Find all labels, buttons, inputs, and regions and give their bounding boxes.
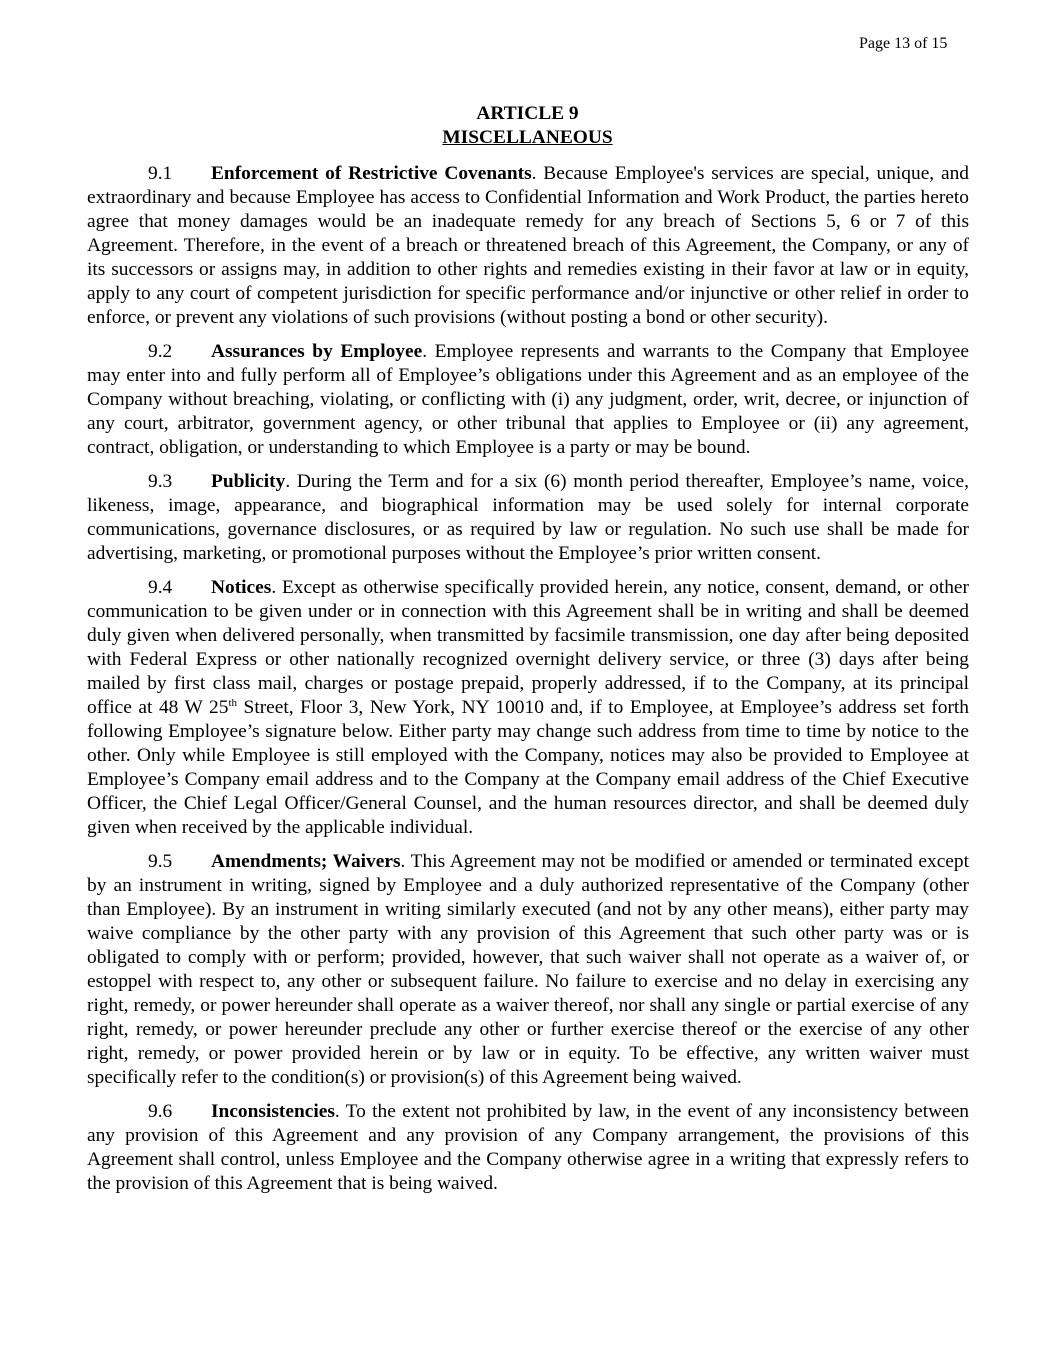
ordinal-superscript: th xyxy=(228,697,237,709)
section-number: 9.2 xyxy=(148,341,173,362)
section-9-2 xyxy=(87,340,969,460)
section-9-4 xyxy=(87,576,969,840)
section-title: Notices xyxy=(211,577,272,598)
section-text: . During the Term and for a six (6) month period thereafter, Employee’s name, voice, likeness, image, appearance, and biographical information may be used solely for internal corporate communications, governance disclosures, or as required by law or regulation. No such use shall be made for advertising, marketing, or promotional purposes without the Employee’s prior written consent. xyxy=(87,471,969,564)
section-number: 9.4 xyxy=(148,577,173,598)
document-body xyxy=(87,162,969,1206)
section-9-5 xyxy=(87,850,969,1090)
section-9-6 xyxy=(87,1100,969,1196)
article-number: ARTICLE 9 xyxy=(476,103,579,124)
section-text: . Employee represents and warrants to the Company that Employee may enter into and fully perform all of Employee’s obligations under this Agreement and as an employee of the Company without breaching, violating, or conflicting with (i) any judgment, order, writ, decree, or injunction of any court, arbitrator, government agency, or other tribunal that applies to Employee or (ii) any agreement, contract, obligation, or understanding to which Employee is a party or may be bound. xyxy=(87,341,969,458)
article-title: MISCELLANEOUS xyxy=(442,127,613,148)
page-number: Page 13 of 15 xyxy=(859,35,948,52)
section-number: 9.5 xyxy=(148,851,173,872)
section-number: 9.1 xyxy=(148,163,173,184)
section-9-1 xyxy=(87,162,969,330)
article-heading xyxy=(0,102,1055,150)
section-text-continued: Street, Floor 3, New York, NY 10010 and, if to Employee, at Employee’s address set forth following Employee’s signature below. Either party may change such address from time to time by notice to the other. Only while Employee is still employed with the Company, notices may also be provided to Employee at Employee’s Company email address and to the Company at the Company email address of the Chief Executive Officer, the Chief Legal Officer/General Counsel, and the human resources director, and shall be deemed duly given when received by the applicable individual. xyxy=(87,697,969,838)
section-9-3 xyxy=(87,470,969,566)
section-text: . Because Employee's services are special, unique, and extraordinary and because Employee has access to Confidential Information and Work Product, the parties hereto agree that money damages would be an inadequate remedy for any breach of Sections 5, 6 or 7 of this Agreement. Therefore, in the event of a breach or threatened breach of this Agreement, the Company, or any of its successors or assigns may, in addition to other rights and remedies existing in their favor at law or in equity, apply to any court of competent jurisdiction for specific performance and/or injunctive or other relief in order to enforce, or prevent any violations of such provisions (without posting a bond or other security). xyxy=(87,163,969,328)
section-title: Amendments; Waivers xyxy=(211,851,401,872)
section-title: Enforcement of Restrictive Covenants xyxy=(211,163,532,184)
section-number: 9.3 xyxy=(148,471,173,492)
section-text: . To the extent not prohibited by law, in the event of any inconsistency between any provision of this Agreement and any provision of any Company arrangement, the provisions of this Agreement shall control, unless Employee and the Company otherwise agree in a writing that expressly refers to the provision of this Agreement that is being waived. xyxy=(87,1101,969,1194)
section-text: . Except as otherwise specifically provided herein, any notice, consent, demand, or other communication to be given under or in connection with this Agreement shall be in writing and shall be deemed duly given when delivered personally, when transmitted by facsimile transmission, one day after being deposited with Federal Express or other nationally recognized overnight delivery service, or three (3) days after being mailed by first class mail, charges or postage prepaid, properly addressed, if to the Company, at its principal office at 48 W 25 xyxy=(87,577,969,718)
section-title: Publicity xyxy=(211,471,286,492)
section-text: . This Agreement may not be modified or amended or terminated except by an instrument in writing, signed by Employee and a duly authorized representative of the Company (other than Employee). By an instrument in writing similarly executed (and not by any other means), either party may waive compliance by the other party with any provision of this Agreement that such other party was or is obligated to comply with or perform; provided, however, that such waiver shall not operate as a waiver of, or estoppel with respect to, any other or subsequent failure. No failure to exercise and no delay in exercising any right, remedy, or power hereunder shall operate as a waiver thereof, nor shall any single or partial exercise of any right, remedy, or power hereunder preclude any other or further exercise thereof or the exercise of any other right, remedy, or power provided herein or by law or in equity. To be effective, any written waiver must specifically refer to the condition(s) or provision(s) of this Agreement being waived. xyxy=(87,851,969,1088)
section-title: Assurances by Employee xyxy=(211,341,423,362)
section-number: 9.6 xyxy=(148,1101,173,1122)
section-title: Inconsistencies xyxy=(211,1101,335,1122)
